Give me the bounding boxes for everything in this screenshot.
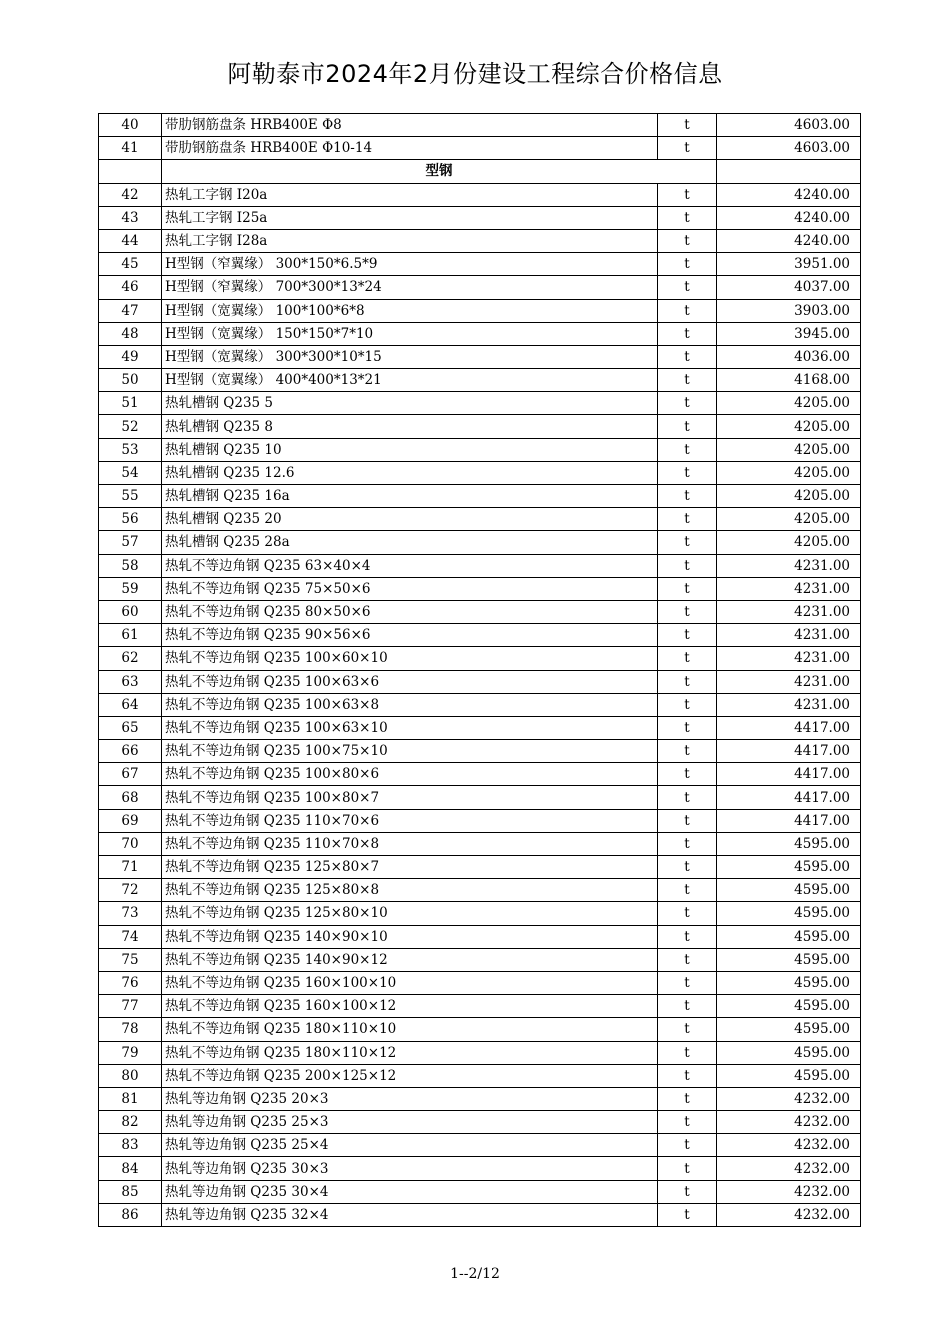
row-number: 83 <box>99 1134 162 1157</box>
table-row <box>99 485 861 508</box>
row-number: 74 <box>99 925 162 948</box>
table-row <box>99 902 861 925</box>
row-number: 84 <box>99 1157 162 1180</box>
unit-price: 4240.00 <box>717 206 861 229</box>
unit-price: 4232.00 <box>717 1087 861 1110</box>
material-name: H型钢（宽翼缘） 100*100*6*8 <box>162 299 658 322</box>
row-number: 63 <box>99 670 162 693</box>
unit: t <box>658 856 717 879</box>
section-price-cell <box>717 160 861 183</box>
table-row <box>99 461 861 484</box>
unit: t <box>658 183 717 206</box>
unit-price: 3945.00 <box>717 322 861 345</box>
material-name: 热轧不等边角钢 Q235 75×50×6 <box>162 577 658 600</box>
row-number: 44 <box>99 229 162 252</box>
table-row <box>99 1134 861 1157</box>
table-row <box>99 832 861 855</box>
table-row <box>99 229 861 252</box>
unit-price: 4232.00 <box>717 1157 861 1180</box>
unit: t <box>658 299 717 322</box>
unit: t <box>658 369 717 392</box>
row-number: 58 <box>99 554 162 577</box>
material-name: 热轧槽钢 Q235 8 <box>162 415 658 438</box>
table-row <box>99 856 861 879</box>
table-row <box>99 809 861 832</box>
row-number: 40 <box>99 114 162 137</box>
table-row <box>99 508 861 531</box>
table-row <box>99 1018 861 1041</box>
material-name: 带肋钢筋盘条 HRB400E Φ8 <box>162 114 658 137</box>
unit: t <box>658 531 717 554</box>
unit: t <box>658 577 717 600</box>
unit-price: 4232.00 <box>717 1180 861 1203</box>
table-row <box>99 415 861 438</box>
unit: t <box>658 206 717 229</box>
row-number: 85 <box>99 1180 162 1203</box>
row-number: 76 <box>99 971 162 994</box>
unit: t <box>658 647 717 670</box>
row-number: 73 <box>99 902 162 925</box>
unit-price: 4595.00 <box>717 995 861 1018</box>
row-number: 65 <box>99 716 162 739</box>
unit-price: 4205.00 <box>717 392 861 415</box>
table-row <box>99 276 861 299</box>
page-title: 阿勒泰市2024年2月份建设工程综合价格信息 <box>227 60 723 88</box>
unit-price: 4231.00 <box>717 670 861 693</box>
row-number: 60 <box>99 600 162 623</box>
material-name: H型钢（宽翼缘） 400*400*13*21 <box>162 369 658 392</box>
table-row <box>99 1157 861 1180</box>
material-name: 热轧不等边角钢 Q235 110×70×8 <box>162 832 658 855</box>
material-name: 热轧不等边角钢 Q235 160×100×12 <box>162 995 658 1018</box>
material-name: 热轧等边角钢 Q235 30×4 <box>162 1180 658 1203</box>
unit: t <box>658 438 717 461</box>
unit-price: 4595.00 <box>717 1041 861 1064</box>
unit: t <box>658 508 717 531</box>
unit: t <box>658 114 717 137</box>
table-row <box>99 554 861 577</box>
row-number: 80 <box>99 1064 162 1087</box>
material-name: 带肋钢筋盘条 HRB400E Φ10-14 <box>162 137 658 160</box>
unit: t <box>658 485 717 508</box>
unit-price: 4205.00 <box>717 508 861 531</box>
unit-price: 4595.00 <box>717 948 861 971</box>
table-row <box>99 114 861 137</box>
unit: t <box>658 137 717 160</box>
row-number: 78 <box>99 1018 162 1041</box>
unit-price: 4595.00 <box>717 1018 861 1041</box>
material-name: 热轧等边角钢 Q235 32×4 <box>162 1203 658 1226</box>
material-name: 热轧等边角钢 Q235 25×3 <box>162 1111 658 1134</box>
table-row <box>99 299 861 322</box>
unit: t <box>658 276 717 299</box>
unit: t <box>658 948 717 971</box>
table-row <box>99 137 861 160</box>
material-name: H型钢（宽翼缘） 300*300*10*15 <box>162 345 658 368</box>
table-row <box>99 1087 861 1110</box>
unit: t <box>658 322 717 345</box>
row-number: 57 <box>99 531 162 554</box>
table-row <box>99 925 861 948</box>
unit-price: 4595.00 <box>717 879 861 902</box>
unit: t <box>658 832 717 855</box>
table-row <box>99 438 861 461</box>
unit-price: 4232.00 <box>717 1111 861 1134</box>
unit: t <box>658 786 717 809</box>
row-number: 59 <box>99 577 162 600</box>
table-row <box>99 1180 861 1203</box>
table-row <box>99 624 861 647</box>
unit-price: 4603.00 <box>717 137 861 160</box>
unit: t <box>658 763 717 786</box>
page-number: 1--2/12 <box>450 1266 500 1282</box>
unit-price: 4417.00 <box>717 786 861 809</box>
unit: t <box>658 1157 717 1180</box>
unit-price: 4205.00 <box>717 531 861 554</box>
unit: t <box>658 229 717 252</box>
row-number: 70 <box>99 832 162 855</box>
unit: t <box>658 1203 717 1226</box>
unit-price: 3903.00 <box>717 299 861 322</box>
row-number: 71 <box>99 856 162 879</box>
material-name: 热轧工字钢 I20a <box>162 183 658 206</box>
table-row <box>99 786 861 809</box>
row-number: 66 <box>99 740 162 763</box>
unit-price: 4417.00 <box>717 716 861 739</box>
row-number: 45 <box>99 253 162 276</box>
table-row <box>99 1203 861 1226</box>
unit-price: 4595.00 <box>717 856 861 879</box>
table-row <box>99 763 861 786</box>
unit: t <box>658 600 717 623</box>
unit-price: 4595.00 <box>717 902 861 925</box>
material-name: H型钢（宽翼缘） 150*150*7*10 <box>162 322 658 345</box>
unit-price: 4240.00 <box>717 183 861 206</box>
unit: t <box>658 1018 717 1041</box>
unit: t <box>658 1180 717 1203</box>
unit-price: 4232.00 <box>717 1134 861 1157</box>
row-number: 61 <box>99 624 162 647</box>
row-number: 41 <box>99 137 162 160</box>
unit-price: 4595.00 <box>717 971 861 994</box>
row-number: 69 <box>99 809 162 832</box>
row-number: 86 <box>99 1203 162 1226</box>
section-row <box>99 160 861 183</box>
material-name: 热轧不等边角钢 Q235 90×56×6 <box>162 624 658 647</box>
row-number: 75 <box>99 948 162 971</box>
material-name: 热轧不等边角钢 Q235 100×80×7 <box>162 786 658 809</box>
material-name: 热轧槽钢 Q235 12.6 <box>162 461 658 484</box>
material-name: 热轧槽钢 Q235 5 <box>162 392 658 415</box>
unit: t <box>658 1064 717 1087</box>
table-row <box>99 345 861 368</box>
unit-price: 4205.00 <box>717 485 861 508</box>
table-row <box>99 995 861 1018</box>
table-row <box>99 647 861 670</box>
unit-price: 3951.00 <box>717 253 861 276</box>
material-name: 热轧不等边角钢 Q235 100×63×8 <box>162 693 658 716</box>
material-name: 热轧不等边角钢 Q235 125×80×7 <box>162 856 658 879</box>
unit-price: 4417.00 <box>717 740 861 763</box>
unit-price: 4205.00 <box>717 415 861 438</box>
material-name: 热轧不等边角钢 Q235 63×40×4 <box>162 554 658 577</box>
unit: t <box>658 902 717 925</box>
unit-price: 4168.00 <box>717 369 861 392</box>
unit-price: 4417.00 <box>717 809 861 832</box>
unit-price: 4240.00 <box>717 229 861 252</box>
unit: t <box>658 1111 717 1134</box>
unit: t <box>658 693 717 716</box>
unit: t <box>658 971 717 994</box>
unit: t <box>658 740 717 763</box>
unit-price: 4595.00 <box>717 1064 861 1087</box>
unit-price: 4231.00 <box>717 577 861 600</box>
row-number: 43 <box>99 206 162 229</box>
table-row <box>99 392 861 415</box>
material-name: 热轧槽钢 Q235 16a <box>162 485 658 508</box>
row-number: 77 <box>99 995 162 1018</box>
unit-price: 4231.00 <box>717 693 861 716</box>
row-number: 54 <box>99 461 162 484</box>
unit-price: 4232.00 <box>717 1203 861 1226</box>
material-name: 热轧不等边角钢 Q235 100×80×6 <box>162 763 658 786</box>
material-name: 热轧不等边角钢 Q235 160×100×10 <box>162 971 658 994</box>
unit: t <box>658 1041 717 1064</box>
unit: t <box>658 253 717 276</box>
unit: t <box>658 1087 717 1110</box>
material-name: 热轧等边角钢 Q235 25×4 <box>162 1134 658 1157</box>
unit-price: 4036.00 <box>717 345 861 368</box>
row-number: 52 <box>99 415 162 438</box>
row-number: 56 <box>99 508 162 531</box>
table-row <box>99 971 861 994</box>
unit: t <box>658 925 717 948</box>
material-name: 热轧不等边角钢 Q235 100×63×6 <box>162 670 658 693</box>
section-no-cell <box>99 160 162 183</box>
unit-price: 4231.00 <box>717 554 861 577</box>
unit-price: 4205.00 <box>717 438 861 461</box>
table-row <box>99 183 861 206</box>
unit: t <box>658 392 717 415</box>
unit: t <box>658 461 717 484</box>
row-number: 79 <box>99 1041 162 1064</box>
unit-price: 4417.00 <box>717 763 861 786</box>
unit-price: 4037.00 <box>717 276 861 299</box>
unit-price: 4595.00 <box>717 925 861 948</box>
material-name: 热轧不等边角钢 Q235 180×110×12 <box>162 1041 658 1064</box>
material-name: H型钢（窄翼缘） 700*300*13*24 <box>162 276 658 299</box>
material-name: H型钢（窄翼缘） 300*150*6.5*9 <box>162 253 658 276</box>
row-number: 62 <box>99 647 162 670</box>
row-number: 81 <box>99 1087 162 1110</box>
row-number: 51 <box>99 392 162 415</box>
table-row <box>99 369 861 392</box>
table-row <box>99 1064 861 1087</box>
material-name: 热轧不等边角钢 Q235 140×90×12 <box>162 948 658 971</box>
row-number: 82 <box>99 1111 162 1134</box>
material-name: 热轧槽钢 Q235 10 <box>162 438 658 461</box>
material-name: 热轧不等边角钢 Q235 125×80×8 <box>162 879 658 902</box>
row-number: 53 <box>99 438 162 461</box>
unit-price: 4205.00 <box>717 461 861 484</box>
unit: t <box>658 1134 717 1157</box>
row-number: 50 <box>99 369 162 392</box>
row-number: 48 <box>99 322 162 345</box>
unit: t <box>658 879 717 902</box>
material-name: 热轧不等边角钢 Q235 100×75×10 <box>162 740 658 763</box>
material-name: 热轧不等边角钢 Q235 125×80×10 <box>162 902 658 925</box>
table-row <box>99 253 861 276</box>
section-heading: 型钢 <box>162 160 717 183</box>
row-number: 46 <box>99 276 162 299</box>
material-name: 热轧等边角钢 Q235 20×3 <box>162 1087 658 1110</box>
row-number: 55 <box>99 485 162 508</box>
table-row <box>99 693 861 716</box>
row-number: 72 <box>99 879 162 902</box>
material-name: 热轧槽钢 Q235 20 <box>162 508 658 531</box>
price-table-body <box>99 114 861 1227</box>
table-row <box>99 600 861 623</box>
unit-price: 4595.00 <box>717 832 861 855</box>
unit-price: 4231.00 <box>717 647 861 670</box>
material-name: 热轧槽钢 Q235 28a <box>162 531 658 554</box>
table-row <box>99 1111 861 1134</box>
table-row <box>99 322 861 345</box>
row-number: 42 <box>99 183 162 206</box>
row-number: 68 <box>99 786 162 809</box>
material-name: 热轧等边角钢 Q235 30×3 <box>162 1157 658 1180</box>
material-name: 热轧不等边角钢 Q235 180×110×10 <box>162 1018 658 1041</box>
unit: t <box>658 670 717 693</box>
unit-price: 4231.00 <box>717 600 861 623</box>
unit-price: 4603.00 <box>717 114 861 137</box>
table-row <box>99 879 861 902</box>
table-row <box>99 1041 861 1064</box>
material-name: 热轧工字钢 I25a <box>162 206 658 229</box>
material-name: 热轧不等边角钢 Q235 110×70×6 <box>162 809 658 832</box>
unit: t <box>658 554 717 577</box>
unit: t <box>658 415 717 438</box>
unit: t <box>658 995 717 1018</box>
row-number: 67 <box>99 763 162 786</box>
unit: t <box>658 716 717 739</box>
row-number: 49 <box>99 345 162 368</box>
unit: t <box>658 624 717 647</box>
table-row <box>99 531 861 554</box>
price-table <box>98 113 861 1227</box>
row-number: 64 <box>99 693 162 716</box>
row-number: 47 <box>99 299 162 322</box>
unit-price: 4231.00 <box>717 624 861 647</box>
table-row <box>99 577 861 600</box>
unit: t <box>658 345 717 368</box>
material-name: 热轧工字钢 I28a <box>162 229 658 252</box>
material-name: 热轧不等边角钢 Q235 140×90×10 <box>162 925 658 948</box>
material-name: 热轧不等边角钢 Q235 80×50×6 <box>162 600 658 623</box>
material-name: 热轧不等边角钢 Q235 100×60×10 <box>162 647 658 670</box>
table-row <box>99 670 861 693</box>
table-row <box>99 716 861 739</box>
table-row <box>99 740 861 763</box>
table-row <box>99 206 861 229</box>
table-row <box>99 948 861 971</box>
material-name: 热轧不等边角钢 Q235 100×63×10 <box>162 716 658 739</box>
unit: t <box>658 809 717 832</box>
material-name: 热轧不等边角钢 Q235 200×125×12 <box>162 1064 658 1087</box>
